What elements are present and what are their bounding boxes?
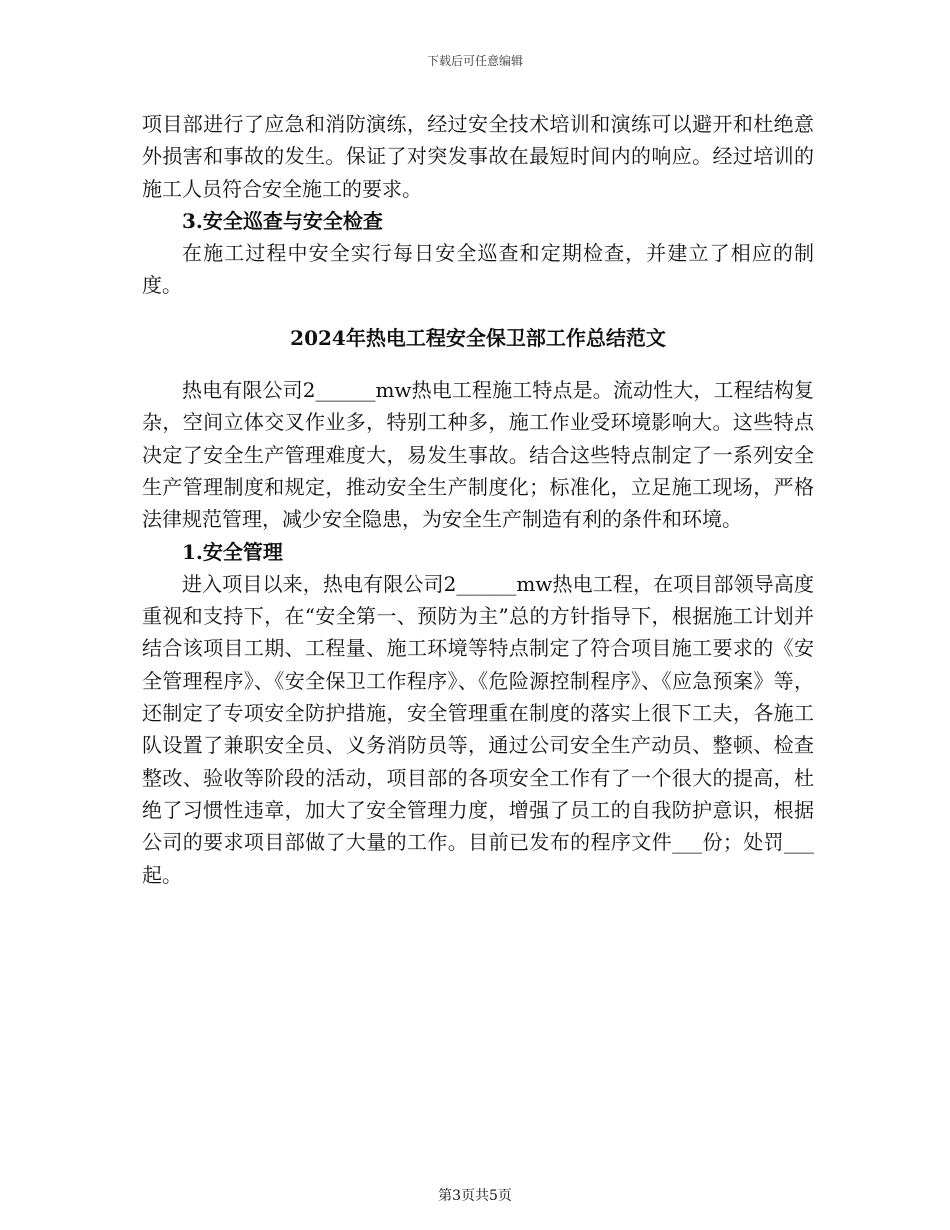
document-body bbox=[142, 108, 814, 891]
body-paragraph: 在施工过程中安全实行每日安全巡查和定期检查，并建立了相应的制度。 bbox=[142, 241, 814, 298]
section-heading: 1.安全管理 bbox=[182, 539, 283, 564]
page-header: 下载后可任意编辑 bbox=[426, 54, 523, 68]
section-heading: 3.安全巡查与安全检查 bbox=[182, 208, 383, 233]
document-title: 2024年热电工程安全保卫部工作总结范文 bbox=[290, 325, 666, 350]
body-paragraph: 热电有限公司2______mw热电工程施工特点是。流动性大，工程结构复杂，空间立体交叉作业多，特别工种多，施工作业受环境影响大。这些特点决定了安全生产管理难度大，易发生事故。结合这些特点制定了一系列安全生产管理制度和规定，推动安全生产制度化；标准化，立足施工现场，严格法律规范管理，减少安全隐患，为安全生产制造有利的条件和环境。 bbox=[142, 378, 814, 532]
body-paragraph: 进入项目以来，热电有限公司2______mw热电工程，在项目部领导高度重视和支持下，在“安全第一、预防为主”总的方针指导下，根据施工计划并结合该项目工期、工程量、施工环境等特点制定了符合项目施工要求的《安全管理程序》、《安全保卫工作程序》、《危险源控制程序》、《应急预案》等，还制定了专项安全防护措施，安全管理重在制度的落实上很下工夫，各施工队设置了兼职安全员、义务消防员等，通过公司安全生产动员、整顿、检查整改、验收等阶段的活动，项目部的各项安全工作有了一个很大的提高，杜绝了习惯性违章，加大了安全管理力度，增强了员工的自我防护意识，根据公司的要求项目部做了大量的工作。目前已发布的程序文件___份；处罚___起。 bbox=[142, 571, 814, 887]
page-number: 第3页共5页 bbox=[438, 1188, 512, 1204]
body-paragraph: 项目部进行了应急和消防演练，经过安全技术培训和演练可以避开和杜绝意外损害和事故的发生。保证了对突发事故在最短时间内的响应。经过培训的施工人员符合安全施工的要求。 bbox=[142, 112, 814, 201]
